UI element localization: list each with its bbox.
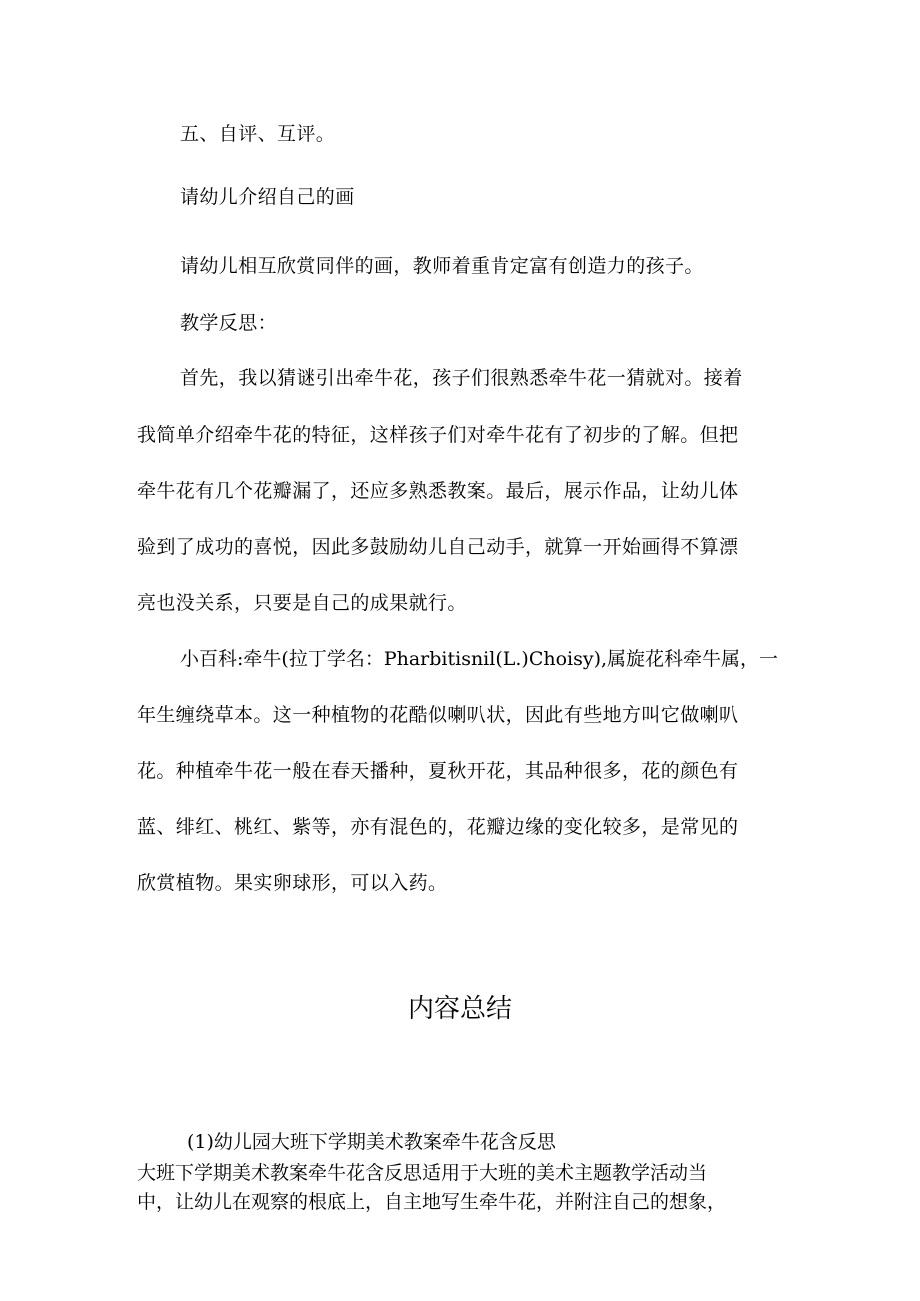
paragraph-self-evaluation: 五、自评、互评。: [180, 123, 336, 145]
paragraph-reflection-heading: 教学反思：: [180, 312, 278, 334]
text-line: 首先，我以猜谜引出牵牛花，孩子们很熟悉牵牛花一猜就对。接着: [180, 367, 743, 389]
paragraph-introduce-drawing: 请幼儿介绍自己的画: [180, 186, 355, 208]
text-line: 花。种植牵牛花一般在春天播种，夏秋开花，其品种很多，花的颜色有: [137, 760, 739, 782]
text-line: 牵牛花有几个花瓣漏了，还应多熟悉教案。最后，展示作品，让幼儿体: [137, 480, 739, 502]
text-line: 亮也没关系，只要是自己的成果就行。: [137, 592, 467, 614]
text-line: 我简单介绍牵牛花的特征，这样孩子们对牵牛花有了初步的了解。但把: [137, 424, 739, 446]
summary-line: 中，让幼儿在观察的根底上，自主地写生牵牛花，并附注自己的想象，: [137, 1191, 727, 1213]
summary-line: (1)幼儿园大班下学期美术教案牵牛花含反思: [187, 1131, 556, 1153]
text-line: 欣赏植物。果实卵球形，可以入药。: [137, 872, 448, 894]
text-line: 年生缠绕草本。这一种植物的花酷似喇叭状，因此有些地方叫它做喇叭: [137, 704, 739, 726]
summary-title: 内容总结: [407, 994, 512, 1024]
text-line: 蓝、绯红、桃红、紫等，亦有混色的，花瓣边缘的变化较多，是常见的: [137, 816, 739, 838]
text-line: 验到了成功的喜悦，因此多鼓励幼儿自己动手，就算一开始画得不算漂: [137, 536, 739, 558]
summary-line: 大班下学期美术教案牵牛花含反思适用于大班的美术主题教学活动当: [137, 1162, 708, 1184]
paragraph-appreciate: 请幼儿相互欣赏同伴的画，教师着重肯定富有创造力的孩子。: [180, 255, 704, 277]
text-line: 小百科:牵牛(拉丁学名：Pharbitisnil(L.)Choisy),属旋花科牵牛属，一: [180, 648, 779, 670]
